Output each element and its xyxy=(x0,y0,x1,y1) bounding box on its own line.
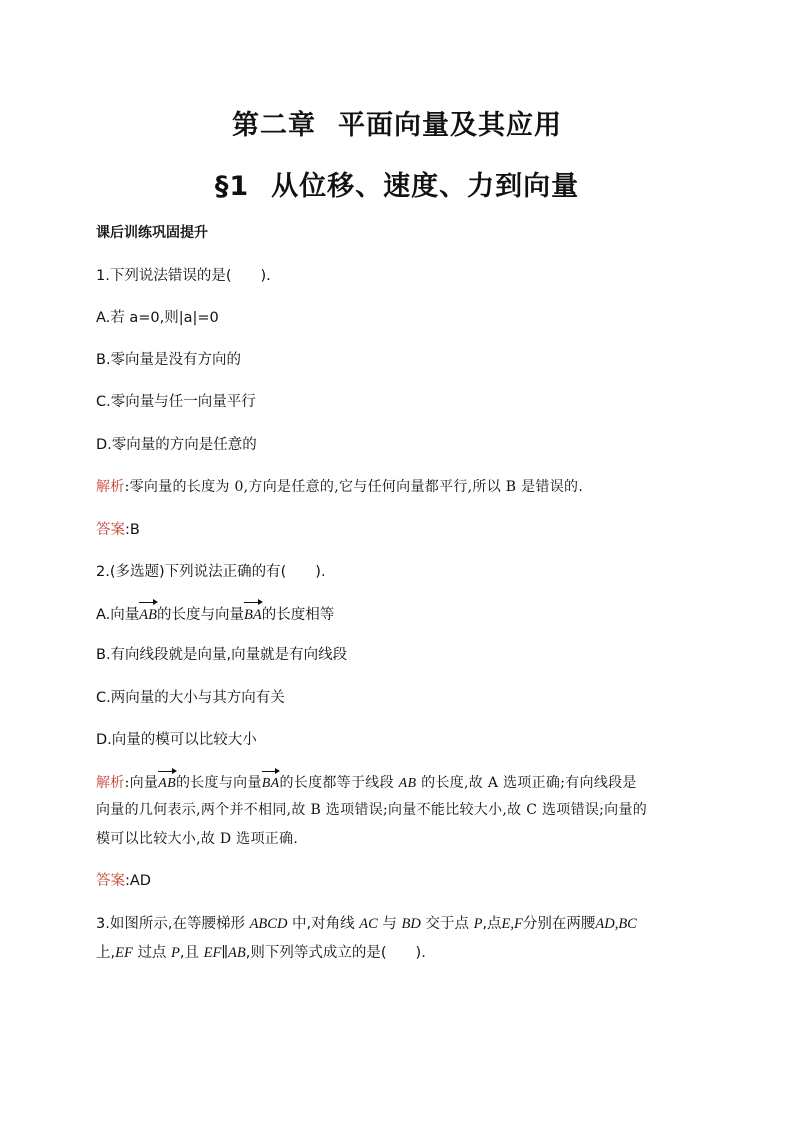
q2-option-b: B.有向线段就是向量,向量就是有向线段 xyxy=(96,647,348,663)
q1-answer-text: :B xyxy=(125,522,140,538)
q2-solution-text: 的长度与向量 xyxy=(175,775,262,791)
solution-label: 解析 xyxy=(96,479,125,495)
q1-solution xyxy=(96,476,583,498)
q3-text: ,点 xyxy=(482,916,502,932)
q1-option-b: B.零向量是没有方向的 xyxy=(96,352,242,368)
q1-option-a: A.若 a=0,则|a|=0 xyxy=(96,310,219,326)
solution-label: 解析 xyxy=(96,775,125,791)
parallel-condition: EF∥AB xyxy=(203,945,246,961)
q2-solution-line-3: 模可以比较大小,故 D 选项正确. xyxy=(96,831,299,847)
subtitle: 课后训练巩固提升 xyxy=(96,225,208,241)
q3-text: 上, xyxy=(96,945,116,961)
q1-option-c: C.零向量与任一向量平行 xyxy=(96,394,256,410)
section-title: 从位移、速度、力到向量 xyxy=(271,171,580,202)
q3-text: 分别在两腰 xyxy=(522,916,596,932)
segment-ef: EF xyxy=(115,945,133,961)
q2-solution-line-1 xyxy=(96,771,637,795)
chapter-heading xyxy=(0,103,794,142)
vector-ab: AB xyxy=(158,771,176,795)
q3-stem-line-1 xyxy=(96,913,637,935)
chapter-title: 平面向量及其应用 xyxy=(338,110,562,141)
q2-answer-text: :AD xyxy=(125,873,151,889)
section-number: §1 xyxy=(214,171,250,202)
q2-option-d: D.向量的模可以比较大小 xyxy=(96,732,257,748)
q3-text: 过点 xyxy=(137,945,167,961)
points-e-f: E,F xyxy=(501,916,523,932)
point-p: P xyxy=(473,916,483,932)
q2-option-a xyxy=(96,602,334,626)
point-p: P xyxy=(171,945,180,961)
q2-solution-text: 的长度都等于线段 xyxy=(279,775,394,791)
q1-answer xyxy=(96,519,140,541)
q1-option-d: D.零向量的方向是任意的 xyxy=(96,437,257,453)
diagonal-ac: AC xyxy=(359,916,378,932)
q2-answer xyxy=(96,870,151,892)
answer-label: 答案 xyxy=(96,873,125,889)
q3-text: 交于点 xyxy=(425,916,469,932)
q1-solution-text: :零向量的长度为 0,方向是任意的,它与任何向量都平行,所以 B 是错误的. xyxy=(124,479,584,495)
vector-ab: AB xyxy=(139,602,157,626)
chapter-number: 第二章 xyxy=(232,110,316,141)
q2-solution-text: 的长度,故 A 选项正确;有向线段是 xyxy=(421,775,637,791)
trapezoid-abcd: ABCD xyxy=(249,916,288,932)
q3-text: 中,对角线 xyxy=(292,916,355,932)
q3-text: 与 xyxy=(382,916,397,932)
q2-option-c: C.两向量的大小与其方向有关 xyxy=(96,690,285,706)
section-heading xyxy=(0,164,794,203)
q2-solution-line-2: 向量的几何表示,两个并不相同,故 B 选项错误;向量不能比较大小,故 C 选项错误;向量的 xyxy=(96,802,648,818)
diagonal-bd: BD xyxy=(401,916,421,932)
legs-ad-bc: AD,BC xyxy=(595,916,637,932)
q3-text: ,且 xyxy=(179,945,200,961)
vector-ba: BA xyxy=(262,771,280,795)
q1-stem: 1.下列说法错误的是( ). xyxy=(96,268,271,284)
q2-option-a-text: 的长度相等 xyxy=(261,607,335,623)
q2-stem: 2.(多选题)下列说法正确的有( ). xyxy=(96,564,326,580)
q3-text: 3.如图所示,在等腰梯形 xyxy=(96,916,245,932)
vector-ba: BA xyxy=(244,602,262,626)
q3-text: ,则下列等式成立的是( ). xyxy=(245,945,426,961)
q3-stem-line-2 xyxy=(96,942,426,964)
segment-ab: AB xyxy=(398,776,417,791)
q2-solution-text: :向量 xyxy=(124,775,159,791)
answer-label: 答案 xyxy=(96,522,125,538)
q2-option-a-text: 的长度与向量 xyxy=(157,607,244,623)
q2-option-a-text: A.向量 xyxy=(96,607,140,623)
